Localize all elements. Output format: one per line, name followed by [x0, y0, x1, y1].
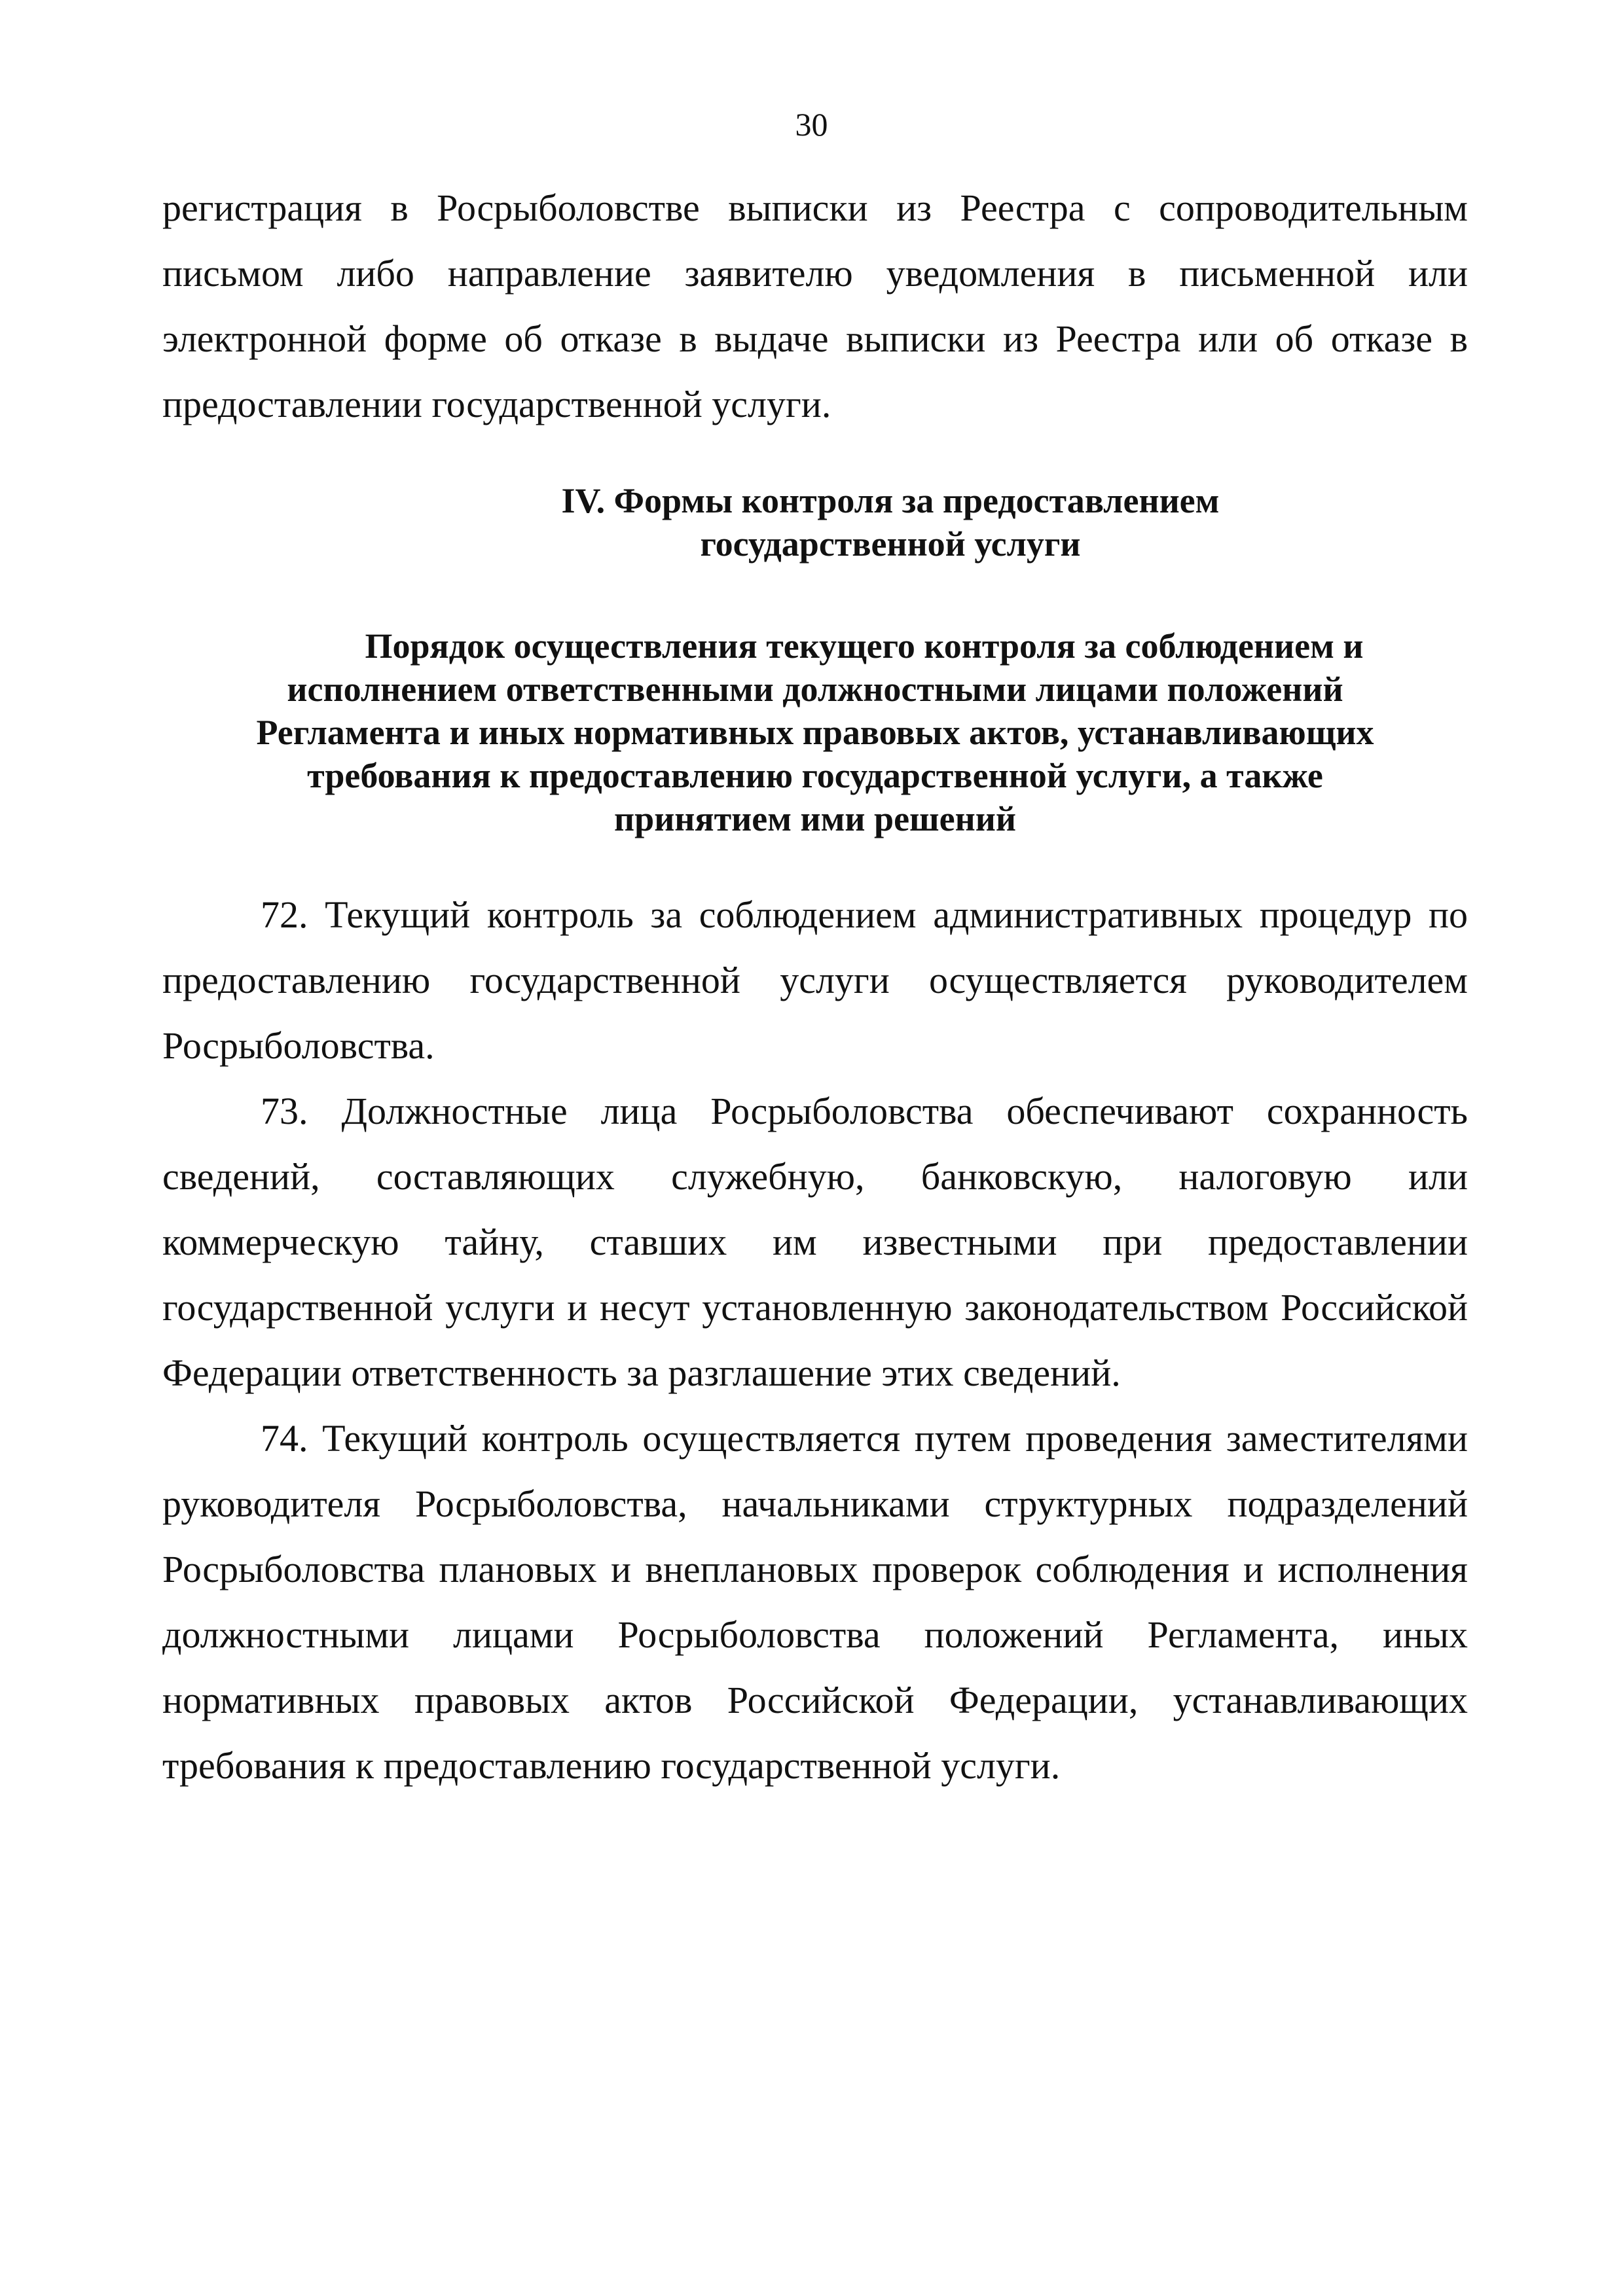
- subsection-title: [162, 624, 1468, 840]
- page-number: 30: [795, 106, 828, 143]
- paragraph-73: 73. Должностные лица Росрыболовства обеспечивают сохранность сведений, составляющих служебную, банковскую, налоговую или коммерческую тайну, ставших им известными при предоставлении государственной услуги и несут установленную законодательством Российской Федерации ответственность за разглашение этих сведений.: [162, 1090, 1468, 1394]
- subsection-title-line: Регламента и иных нормативных правовых актов, устанавливающих: [256, 713, 1374, 752]
- subsection-title-line: принятием ими решений: [614, 799, 1016, 838]
- intro-paragraph: регистрация в Росрыболовстве выписки из Реестра с сопроводительным письмом либо направление заявителю уведомления в письменной или электронной форме об отказе в выдаче выписки из Реестра или об отказе в предоставлении государственной услуги.: [162, 187, 1468, 425]
- chapter-title-line: государственной услуги: [700, 524, 1081, 564]
- paragraph-74: 74. Текущий контроль осуществляется путем проведения заместителями руководителя Росрыболовства, начальниками структурных подразделений Росрыболовства плановых и внеплановых проверок соблюдения и исполнения должностными лицами Росрыболовства положений Регламента, иных нормативных правовых актов Российской Федерации, устанавливающих требования к предоставлению государственной услуги.: [162, 1417, 1468, 1787]
- paragraph-72: 72. Текущий контроль за соблюдением административных процедур по предоставлению государственной услуги осуществляется руководителем Росрыболовства.: [162, 893, 1468, 1067]
- subsection-title-line: исполнением ответственными должностными лицами положений: [287, 670, 1343, 709]
- chapter-title: [162, 479, 1468, 565]
- document-body: [162, 175, 1468, 1799]
- chapter-title-line: IV. Формы контроля за предоставлением: [561, 481, 1220, 520]
- subsection-title-line: Порядок осуществления текущего контроля за соблюдением и: [365, 626, 1364, 666]
- subsection-title-line: требования к предоставлению государственной услуги, а также: [307, 756, 1323, 795]
